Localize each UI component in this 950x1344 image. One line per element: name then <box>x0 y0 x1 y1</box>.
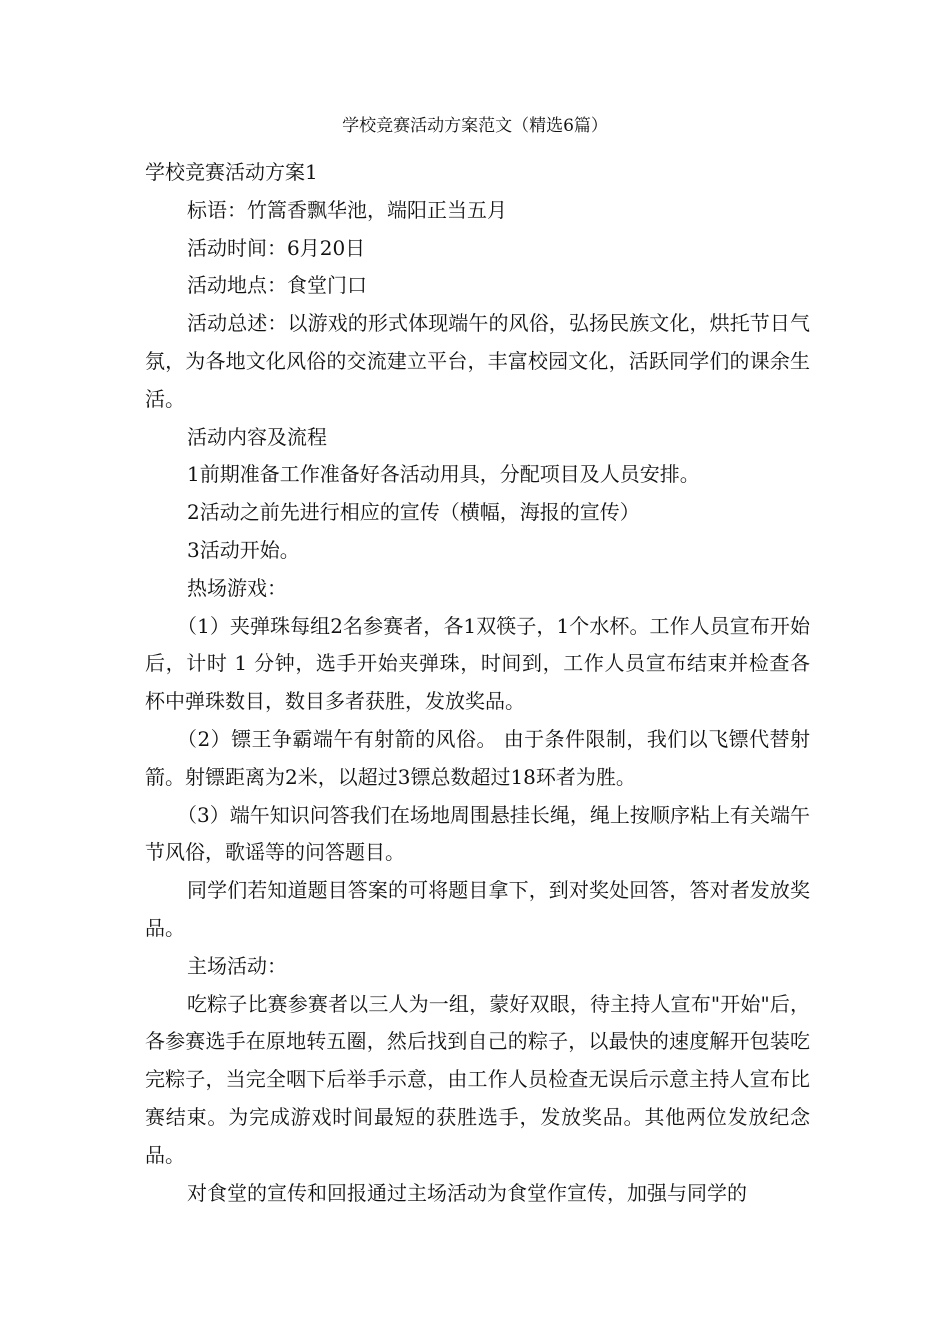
content-flow-heading: 活动内容及流程 <box>187 424 327 449</box>
slogan-line: 标语：竹篙香飘华池，端阳正当五月 <box>187 197 507 222</box>
event-time-line: 活动时间：6月20日 <box>187 235 366 260</box>
canteen-promotion-paragraph: 对食堂的宣传和回报通过主场活动为食堂作宣传，加强与同学的 <box>187 1180 747 1205</box>
game-1-paragraph: （1）夹弹珠每组2名参赛者，各1双筷子，1个水杯。工作人员宣布开始后，计时 1 分钟，选手开始夹弹珠，时间到，工作人员宣布结束并检查各杯中弹珠数目，数目多者获胜，发放奖品。 <box>145 613 810 714</box>
answer-rules-paragraph: 同学们若知道题目答案的可将题目拿下，到对奖处回答，答对者发放奖品。 <box>145 878 810 940</box>
document-body <box>145 154 810 1212</box>
event-location-line: 活动地点：食堂门口 <box>187 273 367 298</box>
game-2-paragraph: （2）镖王争霸端午有射箭的风俗。 由于条件限制，我们以飞镖代替射箭。射镖距离为2米，以超过3镖总数超过18环者为胜。 <box>145 726 810 789</box>
main-activity-heading: 主场活动： <box>187 953 287 978</box>
game-3-paragraph: （3）端午知识问答我们在场地周围悬挂长绳，绳上按顺序粘上有关端午节风俗，歌谣等的问答题目。 <box>145 802 810 865</box>
event-overview-paragraph: 活动总述：以游戏的形式体现端午的风俗，弘扬民族文化，烘托节日气氛，为各地文化风俗的交流建立平台，丰富校园文化，活跃同学们的课余生活。 <box>145 311 810 411</box>
section-heading: 学校竞赛活动方案1 <box>145 160 318 184</box>
zongzi-contest-paragraph: 吃粽子比赛参赛者以三人为一组，蒙好双眼，待主持人宣布"开始"后，各参赛选手在原地转五圈，然后找到自己的粽子，以最快的速度解开包装吃完粽子，当完全咽下后举手示意，由工作人员检查无误后示意主持人宣布比赛结束。为完成游戏时间最短的获胜选手，发放奖品。其他两位发放纪念品。 <box>145 991 810 1167</box>
document-title: 学校竞赛活动方案范文（精选6篇） <box>342 116 608 136</box>
step-1-paragraph: 1前期准备工作准备好各活动用具，分配项目及人员安排。 <box>187 462 700 487</box>
warmup-games-heading: 热场游戏： <box>187 575 287 600</box>
step-3-paragraph: 3活动开始。 <box>187 537 300 562</box>
step-2-paragraph: 2活动之前先进行相应的宣传（横幅，海报的宣传） <box>187 500 640 525</box>
